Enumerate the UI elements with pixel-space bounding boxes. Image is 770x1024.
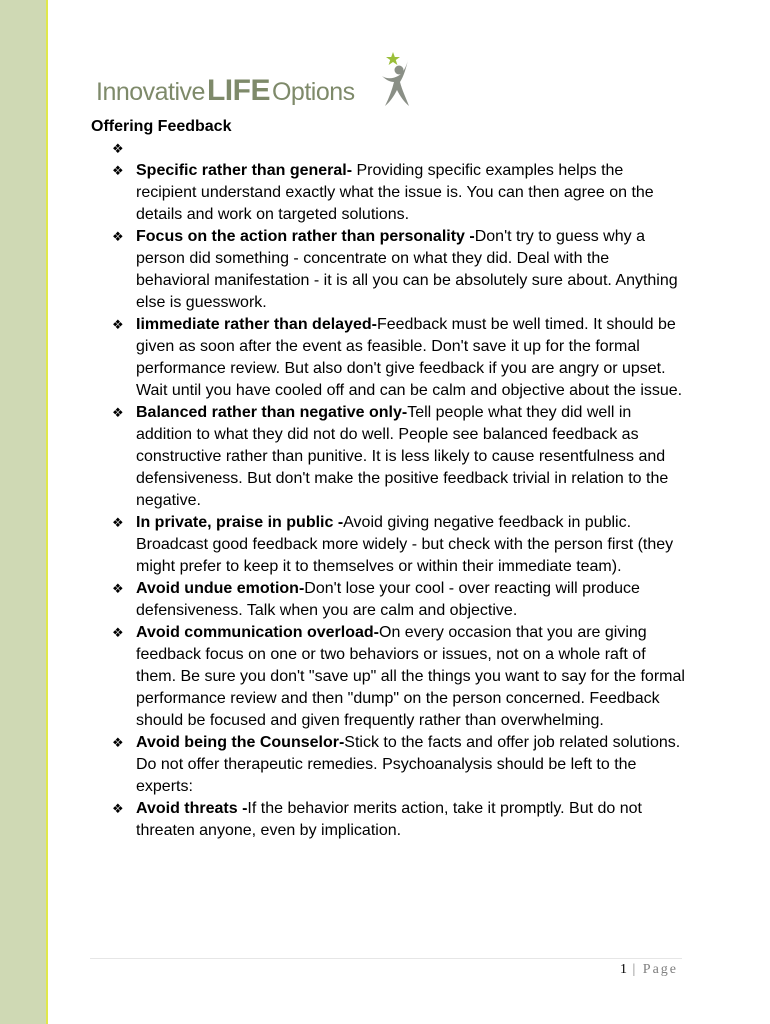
diamond-bullet-icon: ❖ (112, 317, 124, 332)
list-item (112, 622, 687, 732)
list-item (112, 138, 687, 160)
item-term: Iimmediate rather than delayed- (136, 316, 377, 333)
page-label: Page (642, 962, 678, 977)
item-term: Focus on the action rather than personality - (136, 228, 475, 245)
list-item (112, 512, 687, 578)
list-item (112, 402, 687, 512)
item-text: Stick to the facts and offer job related solutions. Do not offer therapeutic remedies. Psychoanalysis should be left to the experts: (136, 734, 681, 795)
page-separator: | (626, 962, 643, 977)
item-term: Avoid being the Counselor- (136, 734, 345, 751)
diamond-bullet-icon: ❖ (112, 625, 124, 640)
item-term: Specific rather than general- (136, 162, 353, 179)
diamond-bullet-icon: ❖ (112, 515, 124, 530)
company-logo (96, 50, 426, 110)
logo-figure-icon (378, 50, 412, 110)
page-number: 1 (619, 962, 627, 977)
footer-divider (90, 958, 682, 959)
item-text: If the behavior merits action, take it promptly. But do not threaten anyone, even by implication. (136, 800, 642, 839)
item-text: Don't lose your cool - over reacting will produce defensiveness. Talk when you are calm and objective. (136, 580, 640, 619)
left-margin-line (46, 0, 48, 1024)
item-text: Avoid giving negative feedback in public. Broadcast good feedback more widely - but check with the person first (they might prefer to keep it to themselves or within their immediate team). (136, 514, 674, 575)
diamond-bullet-icon: ❖ (112, 229, 124, 244)
left-margin-bar (0, 0, 46, 1024)
item-term: Avoid threats - (136, 800, 248, 817)
page-footer (620, 962, 678, 978)
diamond-bullet-icon: ❖ (112, 735, 124, 750)
item-text: On every occasion that you are giving feedback focus on one or two behaviors or issues, not on a whole raft of them. Be sure you don't "save up" all the things you want to say for the formal performance review and then "dump" on the person concerned. Feedback should be focused and given frequently rather than overwhelming. (136, 624, 685, 729)
item-text: Providing specific examples helps the recipient understand exactly what the issue is. You can then agree on the details and work on targeted solutions. (136, 162, 654, 223)
diamond-bullet-icon: ❖ (112, 581, 124, 596)
diamond-bullet-icon: ❖ (112, 163, 124, 178)
feedback-list (112, 138, 687, 842)
document-title: Offering Feedback (91, 118, 232, 135)
logo-word-1: Innovative (96, 78, 205, 106)
list-item (112, 314, 687, 402)
logo-wordmark (96, 74, 355, 108)
list-item (112, 226, 687, 314)
item-text: Tell people what they did well in addition to what they did not do well. People see balanced feedback as constructive rather than punitive. It is less likely to cause resentfulness and defensiveness. But don't make the positive feedback trivial in relation to the negative. (136, 404, 669, 509)
item-text: Don't try to guess why a person did something - concentrate on what they did. Deal with the behavioral manifestation - it is all you can be absolutely sure about. Anything else is guesswork. (136, 228, 678, 311)
diamond-bullet-icon: ❖ (112, 405, 124, 420)
list-item (112, 160, 687, 226)
logo-word-3: Options (271, 78, 355, 106)
item-term: In private, praise in public - (136, 514, 344, 531)
logo-word-2: LIFE (206, 74, 270, 107)
item-term: Balanced rather than negative only- (136, 404, 408, 421)
item-text: Feedback must be well timed. It should be given as soon after the event as feasible. Don't save it up for the formal performance review. But also don't give feedback if you are angry or upset. Wait until you have cooled off and can be calm and objective about the issue. (136, 316, 683, 399)
list-item (112, 732, 687, 798)
diamond-bullet-icon: ❖ (112, 801, 124, 816)
list-item (112, 578, 687, 622)
item-term: Avoid undue emotion- (136, 580, 305, 597)
diamond-bullet-icon: ❖ (112, 141, 124, 156)
item-term: Avoid communication overload- (136, 624, 379, 641)
list-item (112, 798, 687, 842)
